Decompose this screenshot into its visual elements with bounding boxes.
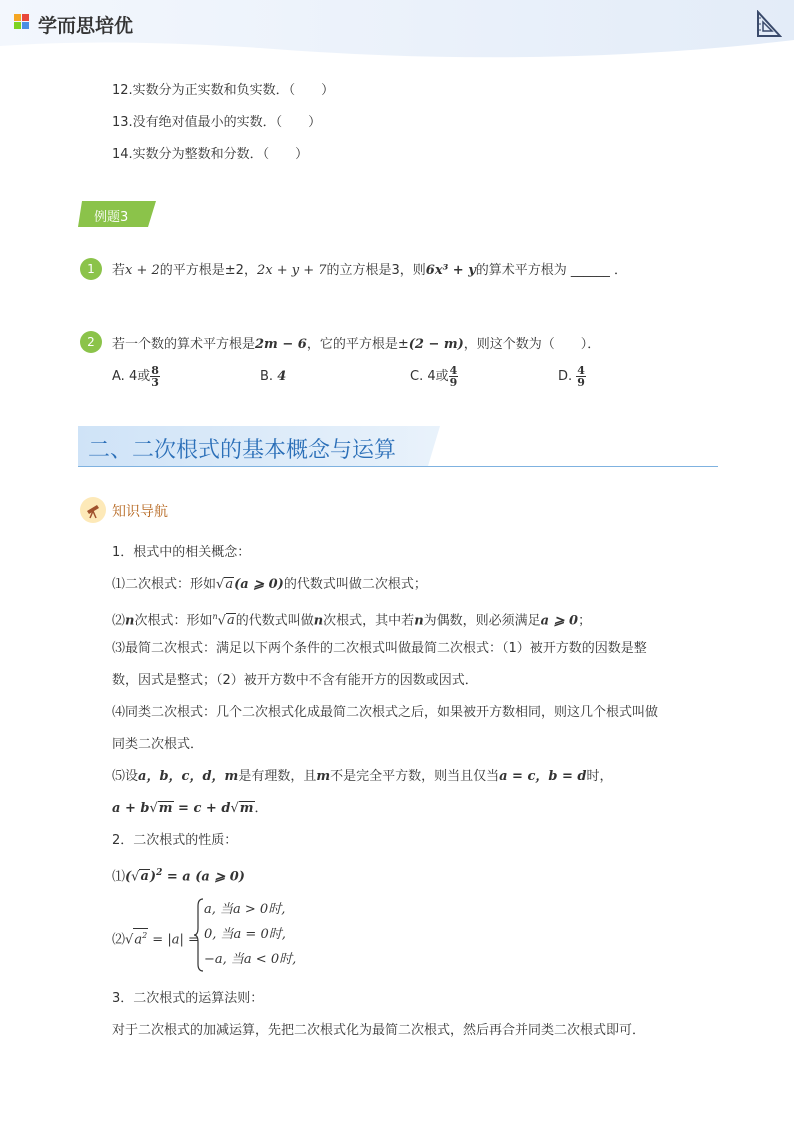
concept-3-line-1: ⑶最简二次根式：满足以下两个条件的二次根式叫做最简二次根式：（1）被开方数的因数是整 bbox=[112, 641, 647, 656]
example-question-1: 若x + 2的平方根是±2，2x + y + 7的立方根是3，则6x³ + y的算术平方根为 ______ ． bbox=[112, 263, 628, 278]
concept-3-line-2: 数，因式是整式；（2）被开方数中不含有能开方的因数或因式． bbox=[112, 673, 478, 688]
property-2-lhs: $⑵√a^2 = |a|$ = bbox=[112, 928, 199, 948]
property-1: $⑴(√a)^2 = a$ (a ⩾ 0) bbox=[112, 868, 245, 885]
example-tag bbox=[78, 201, 156, 231]
heading-3: 3．二次根式的运算法则： bbox=[112, 991, 264, 1006]
heading-1: 1．根式中的相关概念： bbox=[112, 545, 251, 560]
option-a: A. 4或 $\frac{8}{3}$ bbox=[112, 364, 159, 389]
concept-2: ⑵n次根式：形如$^n$√a的代数式叫做n次根式，其中若n为偶数，则必须满足a ⩾ 0； bbox=[112, 612, 592, 629]
case-positive: a, 当a > 0时, bbox=[204, 902, 286, 917]
brand-logo-icon bbox=[14, 12, 36, 38]
concept-4-line-1: ⑷同类二次根式：几个二次根式化成最简二次根式之后，如果被开方数相同，则这几个根式叫做 bbox=[112, 705, 659, 720]
page-header bbox=[0, 0, 794, 62]
example-question-2: 若一个数的算术平方根是2m − 6，它的平方根是±(2 − m)，则这个数为（ ）． bbox=[112, 337, 601, 352]
case-brace bbox=[194, 898, 204, 976]
question-12: 12.实数分为正实数和负实数．（ ） bbox=[112, 83, 335, 98]
operation-rule: 对于二次根式的加减运算，先把二次根式化为最简二次根式，然后再合并同类二次根式即可． bbox=[112, 1023, 646, 1038]
case-zero: 0, 当a = 0时, bbox=[204, 927, 286, 942]
heading-2: 2．二次根式的性质： bbox=[112, 833, 238, 848]
question-number-badge: 2 bbox=[80, 331, 102, 353]
concept-5-line-2: a + b√m = c + d√m． bbox=[112, 801, 268, 816]
knowledge-title: 知识导航 bbox=[112, 504, 168, 520]
option-b: B. 4 bbox=[260, 369, 287, 384]
option-c: C. 4或 $\frac{4}{9}$ bbox=[410, 364, 458, 389]
case-negative: −a, 当a < 0时, bbox=[204, 952, 297, 967]
section-title: 二、二次根式的基本概念与运算 bbox=[88, 438, 397, 463]
concept-5-line-1: ⑸设a，b，c，d，m是有理数，且m不是完全平方数，则当且仅当a = c，b = d时， bbox=[112, 769, 613, 784]
example-tag-label: 例题3 bbox=[94, 210, 129, 225]
brand-name: 学而思培优 bbox=[38, 15, 134, 37]
question-13: 13.没有绝对值最小的实数．（ ） bbox=[112, 115, 322, 130]
telescope-icon bbox=[80, 497, 106, 523]
question-14: 14.实数分为整数和分数．（ ） bbox=[112, 147, 309, 162]
concept-4-line-2: 同类二次根式． bbox=[112, 737, 204, 752]
section-banner bbox=[78, 426, 718, 468]
concept-1: ⑴二次根式：形如√a(a ⩾ 0)的代数式叫做二次根式； bbox=[112, 577, 427, 592]
ruler-triangle-icon bbox=[756, 10, 782, 42]
option-d: D. $\frac{4}{9}$ bbox=[558, 364, 585, 389]
question-number-badge: 1 bbox=[80, 258, 102, 280]
